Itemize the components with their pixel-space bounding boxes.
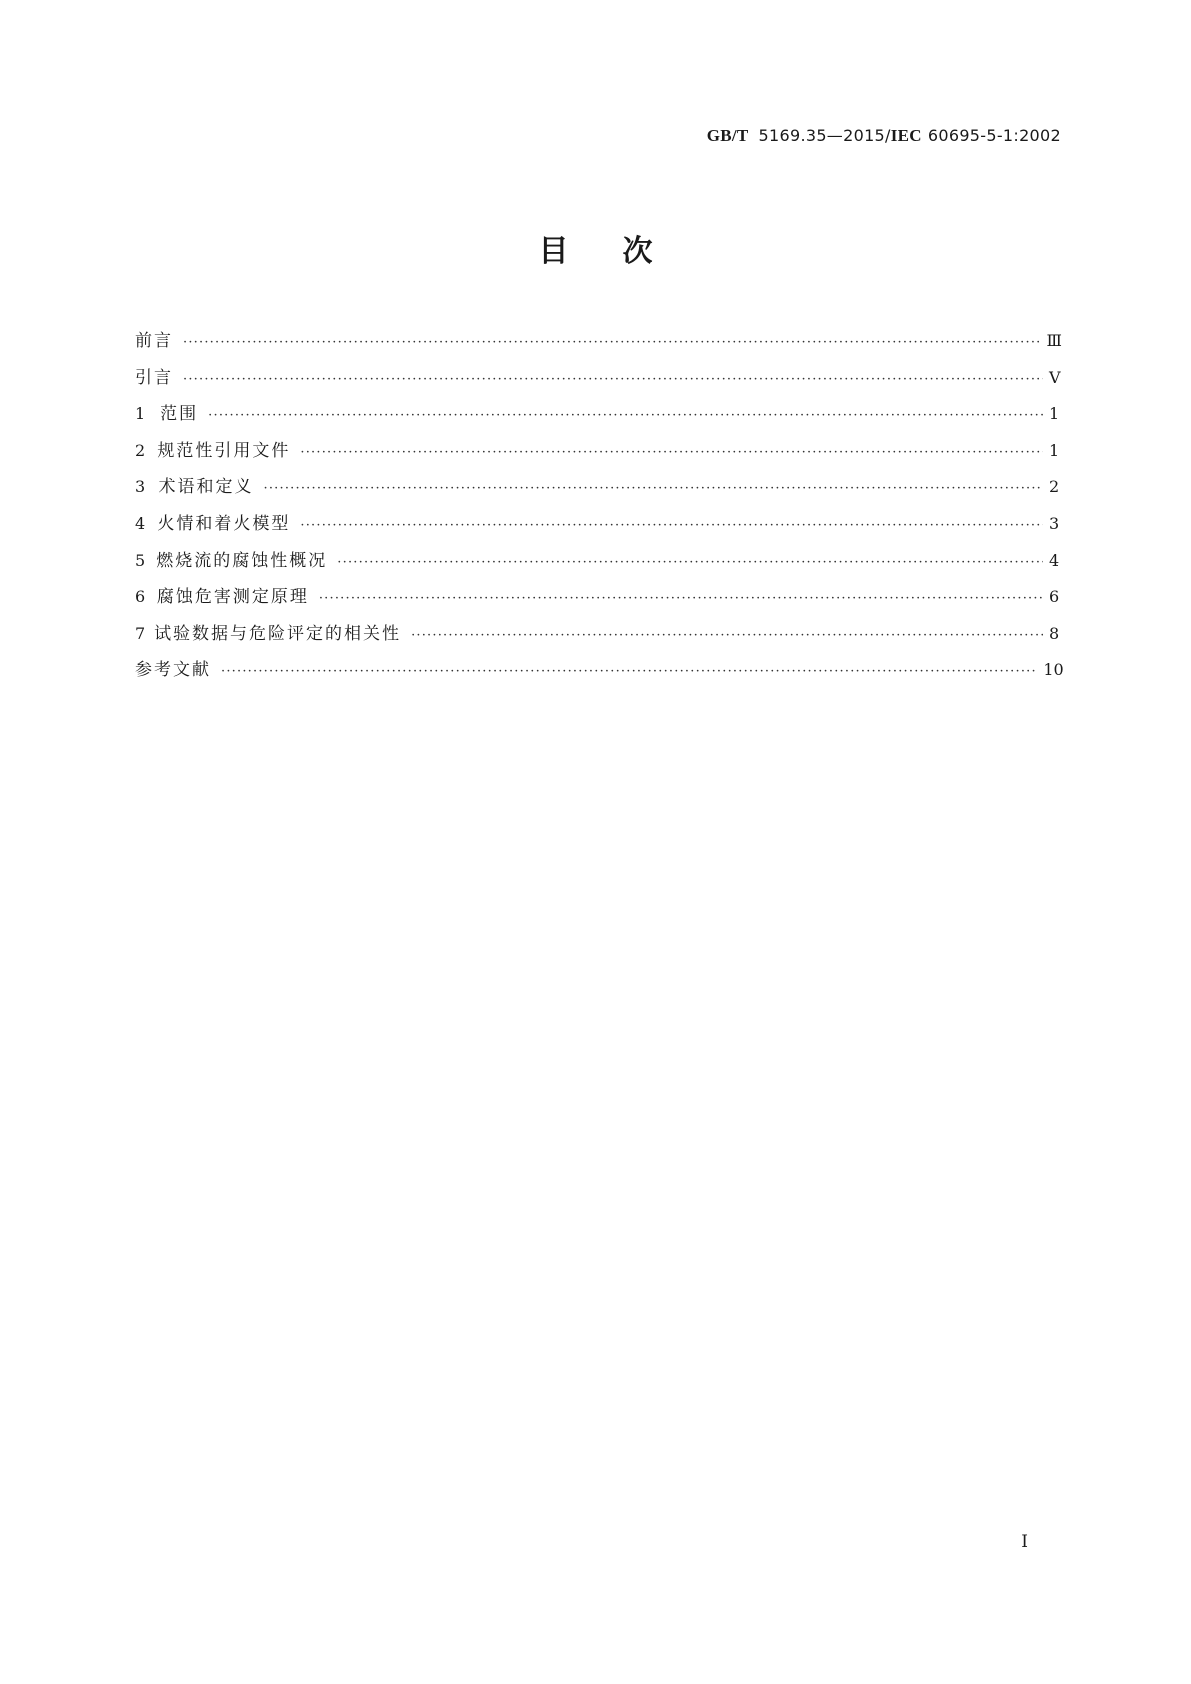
toc-entry-title: 火情和着火模型	[157, 513, 291, 534]
toc-entry-number: 5	[135, 550, 146, 570]
toc-entry-title: 前言	[135, 331, 173, 351]
toc-entry-fire-models[interactable]	[135, 509, 1059, 546]
toc-entry-page: 8	[1049, 623, 1060, 643]
toc-entry-title: 试验数据与危险评定的相关性	[154, 623, 402, 644]
dot-leader	[183, 372, 1043, 387]
toc-entry-page: 6	[1049, 587, 1060, 607]
dot-leader	[183, 335, 1041, 350]
toc-entry-title: 参考文献	[135, 660, 211, 681]
toc-entry-page: 1	[1049, 440, 1060, 460]
toc-entry-introduction[interactable]	[135, 363, 1059, 400]
toc-entry-page: 1	[1049, 404, 1060, 424]
toc-entry-page: 10	[1043, 660, 1064, 680]
toc-entry-number: 3	[135, 477, 146, 497]
toc-entry-number: 4	[135, 513, 146, 533]
toc-entry-page: 3	[1049, 513, 1060, 533]
toc-entry-title: 术语和定义	[158, 477, 254, 498]
standard-number: 5169.35—2015/	[758, 126, 891, 145]
toc-entry-test-data-relevance[interactable]	[135, 619, 1059, 656]
toc-entry-number: 7	[135, 623, 146, 643]
toc-entry-terms-definitions[interactable]	[135, 472, 1059, 509]
toc-entry-title: 范围	[160, 404, 199, 425]
toc-entry-measurement-principles[interactable]	[135, 582, 1059, 619]
toc-entry-bibliography[interactable]	[135, 655, 1064, 692]
toc-entry-title: 腐蚀危害测定原理	[156, 587, 309, 608]
toc-entry-normative-references[interactable]	[135, 436, 1059, 473]
toc-entry-scope[interactable]	[135, 399, 1059, 436]
dot-leader	[337, 555, 1043, 570]
dot-leader	[411, 628, 1043, 643]
dot-leader	[221, 664, 1037, 679]
toc-entry-title: 规范性引用文件	[157, 440, 291, 461]
toc-entry-foreword[interactable]	[135, 326, 1062, 363]
toc-entry-number: 1	[135, 404, 146, 424]
iec-number: 60695-5-1:2002	[927, 126, 1061, 145]
dot-leader	[300, 445, 1043, 460]
toc-title	[0, 226, 1191, 270]
table-of-contents	[135, 326, 1064, 692]
toc-entry-page: Ⅲ	[1046, 331, 1062, 350]
standard-prefix: GB/T	[706, 126, 749, 145]
toc-entry-title: 燃烧流的腐蚀性概况	[156, 550, 328, 571]
dot-leader	[264, 481, 1044, 496]
iec-prefix: IEC	[890, 126, 922, 145]
toc-entry-page: Ⅴ	[1049, 367, 1061, 387]
toc-title-char: 次	[622, 234, 653, 269]
toc-entry-number: 6	[135, 587, 146, 607]
toc-entry-corrosivity-overview[interactable]	[135, 546, 1059, 583]
toc-entry-page: 2	[1049, 477, 1060, 497]
toc-title-char: 目	[538, 234, 569, 269]
dot-leader	[208, 408, 1043, 423]
toc-entry-title: 引言	[135, 367, 173, 388]
dot-leader	[300, 518, 1043, 533]
toc-entry-number: 2	[135, 440, 146, 460]
page-number: Ⅰ	[1021, 1532, 1028, 1551]
standard-code-header	[707, 126, 1061, 146]
dot-leader	[319, 591, 1043, 606]
toc-entry-page: 4	[1049, 550, 1060, 570]
